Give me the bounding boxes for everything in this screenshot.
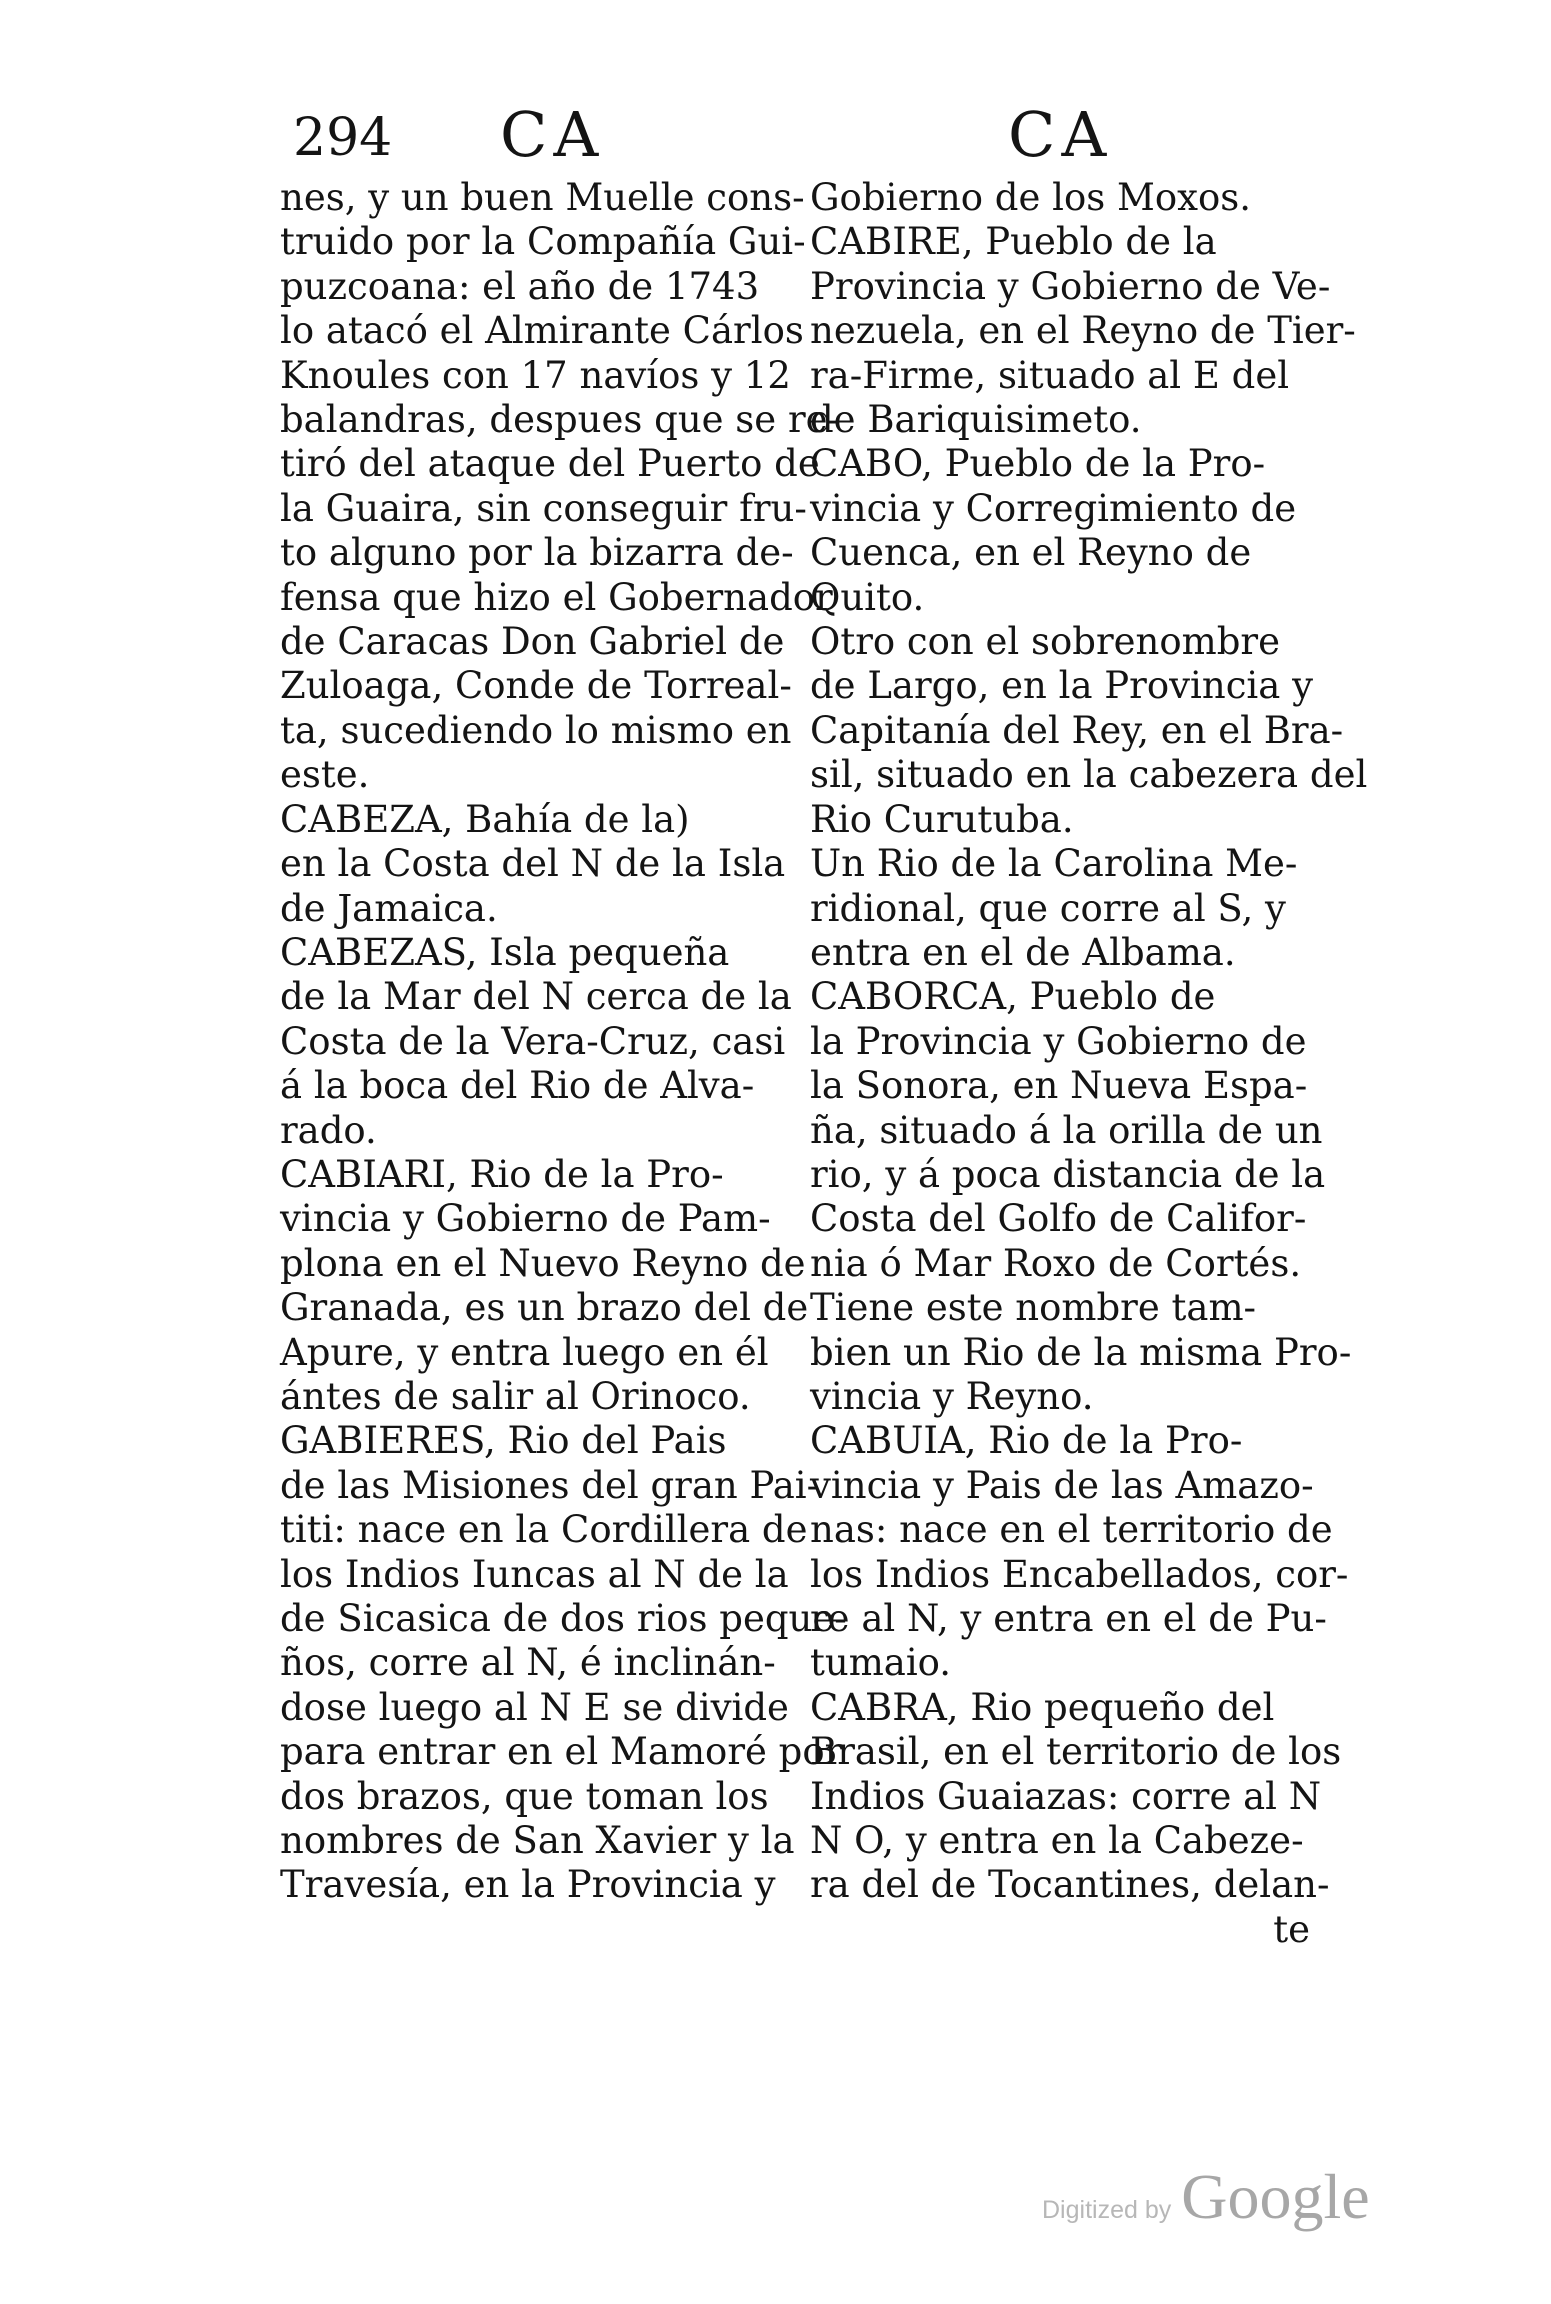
text-line: nombres de San Xavier y la [280, 1819, 795, 1863]
text-line: rio, y á poca distancia de la [810, 1152, 1326, 1196]
text-line: ra-Firme, situado al E del [810, 353, 1290, 397]
text-line: N O, y entra en la Cabeze- [810, 1819, 1304, 1863]
text-line: rado. [280, 1108, 377, 1152]
text-line: Otro con el sobrenombre [810, 620, 1280, 664]
digitized-by-google-watermark [1042, 2160, 1370, 2234]
right-text-column [810, 176, 1368, 1952]
text-line: CABORCA, Pueblo de [810, 975, 1216, 1019]
text-line: CABEZA, Bahía de la) [280, 797, 690, 841]
text-line: Costa del Golfo de Califor- [810, 1197, 1307, 1241]
text-line: Tiene este nombre tam- [810, 1286, 1257, 1330]
text-line: vincia y Reyno. [810, 1374, 1094, 1418]
left-text-column [280, 176, 847, 1908]
text-line: vincia y Gobierno de Pam- [280, 1197, 771, 1241]
text-line: Zuloaga, Conde de Torreal- [280, 664, 792, 708]
text-line: vincia y Corregimiento de [810, 486, 1297, 530]
text-line: Indios Guaiazas: corre al N [810, 1774, 1322, 1818]
text-line: CABUIA, Rio de la Pro- [810, 1419, 1243, 1463]
text-line: de Caracas Don Gabriel de [280, 620, 785, 664]
text-line: de Jamaica. [280, 886, 498, 930]
text-line: balandras, despues que se re- [280, 398, 841, 442]
text-line: truido por la Compañía Gui- [280, 220, 806, 264]
text-line: CABO, Pueblo de la Pro- [810, 442, 1266, 486]
text-line: la Guaira, sin conseguir fru- [280, 486, 807, 530]
text-line: de la Mar del N cerca de la [280, 975, 792, 1019]
text-line: entra en el de Albama. [810, 930, 1236, 974]
text-line: de Sicasica de dos rios peque- [280, 1597, 847, 1640]
text-line: ra del de Tocantines, delan- [810, 1863, 1330, 1907]
text-line: CABEZAS, Isla pequeña [280, 930, 730, 974]
text-line: ántes de salir al Orinoco. [280, 1374, 751, 1418]
text-line: ta, sucediendo lo mismo en [280, 708, 792, 752]
text-line: este. [280, 753, 370, 797]
text-line: Cuenca, en el Reyno de [810, 531, 1252, 575]
text-line: titi: nace en la Cordillera de [280, 1508, 808, 1552]
text-line: Travesía, en la Provincia y [280, 1863, 776, 1907]
text-line: ridional, que corre al S, y [810, 886, 1286, 930]
text-line: Rio Curutuba. [810, 797, 1074, 841]
text-line: puzcoana: el año de 1743 [280, 264, 760, 308]
text-line: la Provincia y Gobierno de [810, 1019, 1307, 1063]
text-line: nezuela, en el Reyno de Tier- [810, 309, 1356, 353]
text-line: dos brazos, que toman los [280, 1774, 769, 1818]
text-line: tiró del ataque del Puerto de [280, 442, 820, 486]
google-logo: Google [1181, 2161, 1370, 2232]
text-line: en la Costa del N de la Isla [280, 842, 786, 886]
text-line: de Largo, en la Provincia y [810, 664, 1313, 708]
text-line: nes, y un buen Muelle cons- [280, 176, 805, 219]
text-line: CABIARI, Rio de la Pro- [280, 1152, 724, 1196]
text-line: Brasil, en el territorio de los [810, 1730, 1342, 1774]
text-line: la Sonora, en Nueva Espa- [810, 1064, 1308, 1108]
text-line: GABIERES, Rio del Pais [280, 1419, 727, 1463]
text-line: nia ó Mar Roxo de Cortés. [810, 1241, 1302, 1285]
text-line: Quito. [810, 575, 925, 619]
text-line: ños, corre al N, é inclinán- [280, 1641, 776, 1685]
text-line: bien un Rio de la misma Pro- [810, 1330, 1352, 1374]
text-line: CABIRE, Pueblo de la [810, 220, 1217, 264]
text-line: Knoules con 17 navíos y 12 [280, 353, 791, 397]
text-line: nas: nace en el territorio de [810, 1508, 1333, 1552]
text-line: para entrar en el Mamoré por [280, 1730, 843, 1774]
text-line: de las Misiones del gran Pai- [280, 1463, 820, 1507]
text-line: CABRA, Rio pequeño del [810, 1685, 1275, 1729]
text-line: lo atacó el Almirante Cárlos [280, 309, 804, 353]
text-line: sil, situado en la cabezera del [810, 753, 1368, 797]
running-head-left: CA [500, 98, 605, 171]
text-line: plona en el Nuevo Reyno de [280, 1241, 806, 1285]
running-head-right: CA [1008, 98, 1113, 171]
text-line: Apure, y entra luego en él [280, 1330, 769, 1374]
text-line: vincia y Pais de las Amazo- [810, 1463, 1314, 1507]
text-line: Capitanía del Rey, en el Bra- [810, 708, 1344, 752]
text-line: Gobierno de los Moxos. [810, 176, 1252, 219]
text-line: tumaio. [810, 1641, 952, 1685]
text-line: re al N, y entra en el de Pu- [810, 1597, 1327, 1640]
text-line: á la boca del Rio de Alva- [280, 1064, 755, 1108]
text-line: los Indios Encabellados, cor- [810, 1552, 1349, 1596]
text-line: ña, situado á la orilla de un [810, 1108, 1323, 1152]
text-line: los Indios Iuncas al N de la [280, 1552, 789, 1596]
text-line: Granada, es un brazo del de [280, 1286, 809, 1330]
watermark-prefix: Digitized by [1042, 2196, 1172, 2224]
catchword: te [1273, 1907, 1310, 1951]
text-line: fensa que hizo el Gobernador [280, 575, 833, 619]
text-line: dose luego al N E se divide [280, 1685, 789, 1729]
text-line: de Bariquisimeto. [810, 398, 1142, 442]
text-line: Costa de la Vera-Cruz, casi [280, 1019, 786, 1063]
text-line: to alguno por la bizarra de- [280, 531, 794, 575]
text-line: Un Rio de la Carolina Me- [810, 842, 1298, 886]
page-number: 294 [293, 108, 393, 168]
text-line: Provincia y Gobierno de Ve- [810, 264, 1331, 308]
